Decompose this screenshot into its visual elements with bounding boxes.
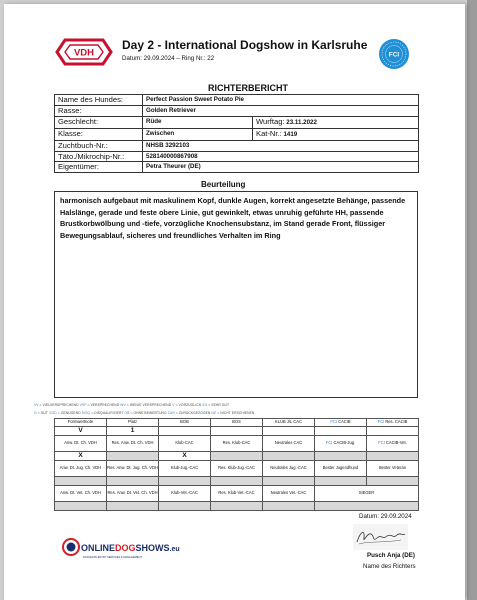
fci-logo: [378, 38, 410, 70]
legend-key: SG: [202, 403, 209, 407]
page-edge: [467, 0, 477, 600]
catalog-label: Kat-Nr.:: [256, 128, 282, 138]
show-title: Day 2 - International Dogshow in Karlsruhe: [122, 38, 368, 52]
whelped-cell: [253, 116, 419, 128]
info-row-owner: [55, 162, 419, 173]
legend-key: VV: [34, 403, 40, 407]
info-label: Zuchtbuch-Nr.:: [55, 140, 143, 151]
award-label: Anw. Dt. Jug. Ch. VDH: [55, 461, 107, 477]
legend-key: GGD: [48, 411, 58, 415]
class-value: Zwischen: [143, 128, 253, 140]
fci-prefix: FCI: [378, 440, 385, 446]
info-row-sex: [55, 116, 419, 128]
mark-cell: [263, 477, 315, 486]
info-label: Täto./Mikrochip-Nr.:: [55, 151, 143, 162]
award-label: Neutrales Vet.-CAC: [263, 486, 315, 502]
mark-cell: [315, 502, 419, 511]
header-cell: BOS: [211, 419, 263, 427]
catalog-value: 1419: [283, 130, 298, 138]
mark-cell: [55, 502, 107, 511]
results-header-row: [55, 419, 419, 427]
award-label: Klub-Jug.-CAC: [159, 461, 211, 477]
legend-key: WV: [120, 403, 127, 407]
info-label: Geschlecht:: [55, 116, 143, 128]
award-label: Bester Jugendhund: [315, 461, 367, 477]
catalog-cell: [253, 128, 419, 140]
results-marks-row-3: [55, 477, 419, 486]
award-label: Neutrales Jug.-CAC: [263, 461, 315, 477]
results-labels-row-2: [55, 461, 419, 477]
legend-key: V: [172, 403, 176, 407]
award-label: Bester Veteran: [367, 461, 419, 477]
mark-cell: [159, 427, 211, 436]
header-cell: FCI CACIB: [315, 419, 367, 427]
legend-text: = DISQUALIFIZIERT: [91, 411, 125, 415]
award-label: SIEGER: [315, 486, 419, 502]
mark-cell: [159, 477, 211, 486]
grading-legend-line-2: [34, 411, 254, 415]
show-date-ring: Datum: 29.09.2024 – Ring Nr.: 22: [122, 55, 215, 62]
dog-info-table: [54, 94, 419, 173]
mark-cell: [211, 502, 263, 511]
fci-prefix: FCI: [330, 419, 337, 425]
mark-cell: [263, 427, 315, 436]
legend-key: VSP: [79, 403, 88, 407]
mark-cell: [315, 477, 367, 486]
chip-value: 528140000867908: [143, 151, 419, 162]
mark-cell: [315, 427, 367, 436]
sex-value: Rüde: [143, 116, 253, 128]
report-title: RICHTERBERICHT: [208, 83, 288, 93]
award-label: Res. Anw. Dt. Jug. Ch. VDH: [107, 461, 159, 477]
award-label: Res. Anw. Dt. Ch. VDH: [107, 436, 159, 452]
info-row-chip: [55, 151, 419, 162]
award-label: Res. Klub-CAC: [211, 436, 263, 452]
info-row-class: [55, 128, 419, 140]
legend-key: DISQ: [81, 411, 92, 415]
mark-cell: [55, 477, 107, 486]
legend-text: = GENÜGEND: [57, 411, 82, 415]
results-marks-row-2: [55, 452, 419, 461]
info-label: Rasse:: [55, 105, 143, 116]
owner-value: Petra Theurer (DE): [143, 162, 419, 173]
svg-text:DOGSHOW ENTRY SERVICES & MANAG: DOGSHOW ENTRY SERVICES & MANAGEMENT: [83, 556, 142, 559]
award-label: Res. Anw. Dt. Vet. Ch. VDH: [107, 486, 159, 502]
header-cell: BOB: [159, 419, 211, 427]
assessment-text: harmonisch aufgebaut mit maskulinem Kopf, dunkle Augen, korrekt angesetzte Behänge, passende Halslänge, gerade und feste obere Linie, gut gewinkelt, etwas unruhig geführte HH, passende Brustkorbwölbung und -tiefe, vorzügliche Knochensubstanz, im Stand gerade Front, flüssiger Bewegungsablauf, sicheres und freundliches Verhalten im Ring: [60, 196, 406, 240]
grade-mark: V: [55, 427, 107, 436]
mark-cell: [367, 452, 419, 461]
whelped-value: 23.11.2022: [286, 118, 317, 126]
mark-cell: [263, 452, 315, 461]
judge-label: Name des Richters: [363, 563, 416, 570]
award-label: Neutrales CAC: [263, 436, 315, 452]
whelped-label: Wurftag:: [256, 116, 285, 126]
mark-cell: [211, 477, 263, 486]
report-date: Datum: 29.09.2024: [359, 513, 412, 520]
mark-cell: [107, 502, 159, 511]
vdh-logo: [55, 38, 113, 66]
assessment-title: Beurteilung: [201, 180, 246, 189]
award-label: Res. Klub-Jug.-CAC: [211, 461, 263, 477]
mark-cell: [159, 502, 211, 511]
svg-text:ONLINEDOGSHOWS.eu: ONLINEDOGSHOWS.eu: [81, 543, 180, 553]
results-marks-row-1: [55, 427, 419, 436]
legend-text: = GUT: [37, 411, 49, 415]
mark-cell: [367, 477, 419, 486]
placement-mark: 1: [107, 427, 159, 436]
mark-cell: X: [55, 452, 107, 461]
fci-prefix: FCI: [377, 419, 385, 425]
award-label: FCI CACIB-Jug.: [315, 436, 367, 452]
results-marks-row-4: [55, 502, 419, 511]
mark-cell: [315, 452, 367, 461]
mark-cell: [263, 502, 315, 511]
fci-prefix: FCI: [325, 440, 333, 446]
info-row-name: [55, 95, 419, 106]
legend-text: = NICHT ERSCHIENEN: [217, 411, 255, 415]
studbook-value: NHSB 3292103: [143, 140, 419, 151]
header-cell: Platz: [107, 419, 159, 427]
judge-name: Pusch Anja (DE): [367, 552, 415, 559]
dog-name-value: Perfect Passion Sweet Potato Pie: [143, 95, 419, 106]
legend-key: ZUR: [167, 411, 176, 415]
legend-text: = ZURÜCKGEZOGEN: [175, 411, 212, 415]
breed-value: Golden Retriever: [143, 105, 419, 116]
mark-cell: [367, 427, 419, 436]
legend-text: = VERSPRECHEND: [87, 403, 121, 407]
legend-text: = VORZÜGLICH: [175, 403, 203, 407]
award-label: Anw. Dt. Vet. Ch. VDH: [55, 486, 107, 502]
svg-text:FCI: FCI: [388, 51, 400, 59]
legend-key: OB: [124, 411, 131, 415]
results-labels-row-3: [55, 486, 419, 502]
results-table: [54, 418, 419, 511]
info-label: Name des Hundes:: [55, 95, 143, 106]
mark-cell: X: [159, 452, 211, 461]
legend-text: = WENIG VERSPRECHEND: [126, 403, 173, 407]
legend-text: = SEHR GUT: [208, 403, 230, 407]
award-label: Anw. Dt. Ch. VDH: [55, 436, 107, 452]
header-cell: FCI Res. CACIB: [367, 419, 419, 427]
mark-cell: [107, 477, 159, 486]
header-cell: Formwertnote: [55, 419, 107, 427]
results-labels-row-1: [55, 436, 419, 452]
legend-text: = VIELVERSPRECHEND: [39, 403, 80, 407]
info-label: Klasse:: [55, 128, 143, 140]
grading-legend-line-1: [34, 403, 229, 407]
judge-signature: [353, 524, 408, 550]
mark-cell: [107, 452, 159, 461]
legend-key: NE: [211, 411, 218, 415]
header-cell: KLUB J/L CAC: [263, 419, 315, 427]
mark-cell: [211, 452, 263, 461]
info-row-studbook: [55, 140, 419, 151]
award-label: Klub-Vet.-CAC: [159, 486, 211, 502]
award-label: FCI CACIB-Vet.: [367, 436, 419, 452]
legend-key: G: [34, 411, 38, 415]
onlinedogshows-logo: [62, 537, 180, 565]
award-label: Klub-CAC: [159, 436, 211, 452]
info-label: Eigentümer:: [55, 162, 143, 173]
legend-text: = OHNE BEWERTUNG: [130, 411, 168, 415]
info-row-breed: [55, 105, 419, 116]
mark-cell: [211, 427, 263, 436]
award-label: Res. Klub-Vet.-CAC: [211, 486, 263, 502]
svg-text:VDH: VDH: [73, 47, 95, 59]
